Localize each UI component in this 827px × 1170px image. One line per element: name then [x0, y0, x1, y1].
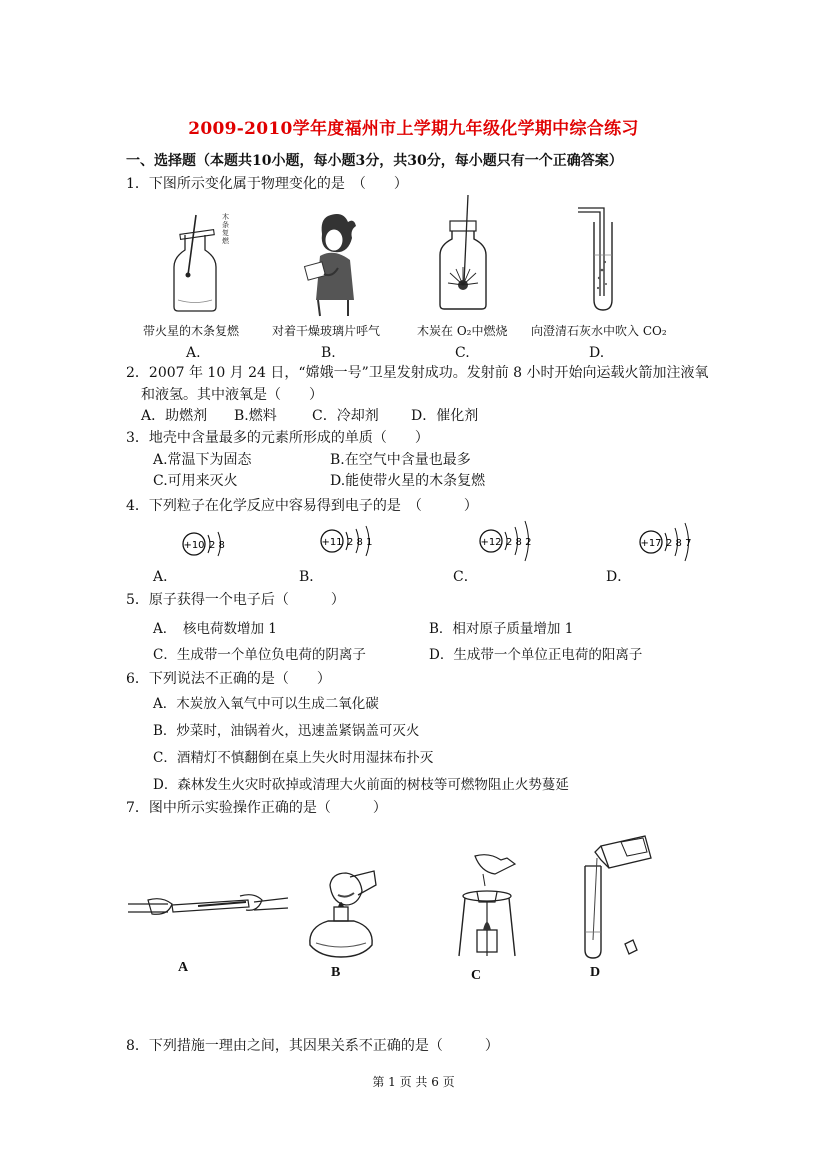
- caption-1a: 带火星的木条复燃: [143, 324, 240, 338]
- q3-option-c: C.可用来灭火: [153, 473, 238, 489]
- q6-option-c: C．酒精灯不慎翻倒在桌上失火时用湿抹布扑灭: [153, 750, 434, 766]
- q2-option-c: C．冷却剂: [312, 408, 379, 424]
- figure-7d-pouring-liquid: [575, 832, 665, 967]
- q3-option-a: A.常温下为固态: [153, 452, 252, 468]
- atom-b-shells: 2 8 1: [347, 537, 373, 548]
- q1-letter-c: C.: [455, 345, 470, 361]
- q4-letter-c: C．: [453, 569, 478, 585]
- figure-7b-alcohol-lamp: [302, 865, 382, 965]
- figure-1b-girl-breathing: [298, 208, 368, 318]
- atom-a-nucleus: +10: [183, 540, 205, 551]
- question-4-stem: 4．下列粒子在化学反应中容易得到电子的是 （ ）: [126, 498, 478, 514]
- atom-b-nucleus: +11: [321, 537, 343, 548]
- q4-letter-b: B．: [299, 569, 324, 585]
- q7-letter-d: D: [590, 965, 601, 980]
- page-title: 2009-2010学年度福州市上学期九年级化学期中综合练习: [188, 119, 639, 139]
- atom-d-nucleus: +17: [640, 538, 662, 549]
- caption-1b: 对着干燥玻璃片呼气: [272, 324, 381, 338]
- atom-a-shells: 2 8: [209, 540, 225, 551]
- q1-letter-a: A.: [186, 345, 201, 361]
- figure-7c-tripod-heating: [455, 852, 525, 967]
- question-7-stem: 7．图中所示实验操作正确的是（ ）: [126, 800, 387, 816]
- caption-1c: 木炭在 O₂中燃烧: [417, 324, 508, 338]
- q6-option-b: B．炒菜时，油锅着火，迅速盖紧锅盖可灭火: [153, 723, 420, 739]
- question-8-stem: 8．下列措施一理由之间，其因果关系不正确的是（ ）: [126, 1038, 499, 1054]
- page-footer: 第 1 页 共 6 页: [372, 1075, 455, 1089]
- figure-7a-test-tube-hands: [128, 882, 288, 932]
- caption-1d: 向澄清石灰水中吹入 CO₂: [531, 324, 667, 338]
- stick-label-4: 燃: [222, 237, 229, 245]
- question-2-stem-line1: 2．2007 年 10 月 24 日，“嫦娥一号”卫星发射成功。发射前 8 小时开始向运载火箭加注液氧: [126, 365, 709, 381]
- q5-option-c: C．生成带一个单位负电荷的阴离子: [153, 647, 366, 663]
- q7-letter-b: B: [331, 965, 341, 980]
- question-1-stem: 1．下图所示变化属于物理变化的是 （ ）: [126, 176, 408, 192]
- q4-letter-d: D．: [606, 569, 632, 585]
- atom-c-shells: 2 8 2: [506, 537, 532, 548]
- figure-1c-charcoal-burning: [430, 195, 495, 315]
- question-5-stem: 5．原子获得一个电子后（ ）: [126, 592, 345, 608]
- atom-c-nucleus: +12: [480, 537, 502, 548]
- section-heading: 一、选择题（本题共10小题，每小题3分，共30分，每小题只有一个正确答案）: [126, 153, 623, 169]
- atom-diagram-c: [475, 515, 550, 565]
- question-3-stem: 3．地壳中含量最多的元素所形成的单质（ ）: [126, 430, 429, 446]
- stick-label-1: 木: [222, 213, 229, 221]
- q7-letter-a: A: [178, 960, 189, 975]
- atom-diagram-b: [316, 520, 391, 562]
- q1-letter-d: D.: [589, 345, 605, 361]
- question-6-stem: 6．下列说法不正确的是（ ）: [126, 671, 331, 687]
- q6-option-d: D．森林发生火灾时砍掉或清理大火前面的树枝等可燃物阻止火势蔓延: [153, 777, 569, 793]
- stick-label-2: 条: [222, 221, 229, 229]
- question-2-stem-line2: 和液氢。其中液氧是（ ）: [141, 387, 323, 403]
- atom-diagram-a: [178, 523, 238, 565]
- q5-option-d: D．生成带一个单位正电荷的阳离子: [429, 647, 643, 663]
- q1-letter-b: B.: [321, 345, 336, 361]
- figure-1a-bottle-stick: [160, 205, 235, 315]
- q4-letter-a: A．: [153, 569, 178, 585]
- q5-option-a: A． 核电荷数增加 1: [153, 621, 277, 637]
- q2-option-a: A．助燃剂: [141, 408, 208, 424]
- q3-option-d: D.能使带火星的木条复燃: [330, 473, 486, 489]
- atom-d-shells: 2 8 7: [666, 538, 692, 549]
- q7-letter-c: C: [471, 968, 482, 983]
- stick-label-3: 复: [222, 229, 229, 237]
- atom-diagram-d: [635, 518, 710, 564]
- q6-option-a: A．木炭放入氧气中可以生成二氧化碳: [153, 696, 379, 712]
- q5-option-b: B．相对原子质量增加 1: [429, 621, 574, 637]
- q2-option-b: B.燃料: [234, 408, 277, 424]
- q2-option-d: D．催化剂: [411, 408, 479, 424]
- figure-1d-test-tube-straw: [570, 200, 630, 315]
- q3-option-b: B.在空气中含量也最多: [330, 452, 471, 468]
